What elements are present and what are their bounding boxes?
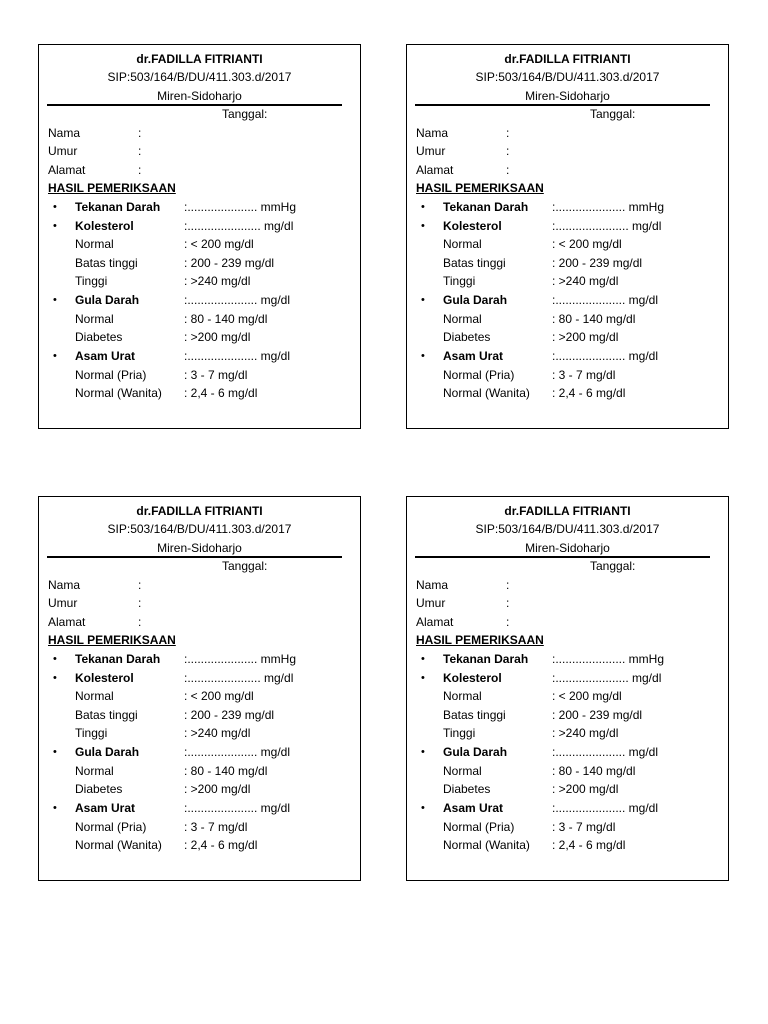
uric-acid-female-value: : 2,4 - 6 mg/dl bbox=[552, 838, 626, 852]
uric-acid-male-label: Normal (Pria) bbox=[443, 368, 515, 382]
blood-pressure-label: Tekanan Darah bbox=[75, 652, 161, 666]
cholesterol-high-label: Tinggi bbox=[443, 274, 476, 288]
sip-number: SIP:503/164/B/DU/411.303.d/2017 bbox=[475, 522, 660, 536]
cholesterol-borderline-value: : 200 - 239 mg/dl bbox=[552, 256, 643, 270]
cholesterol-field: :...................... mg/dl bbox=[552, 671, 662, 685]
blood-pressure-field: :..................... mmHg bbox=[552, 200, 665, 214]
cholesterol-high-label: Tinggi bbox=[75, 274, 108, 288]
blood-sugar-normal-label: Normal bbox=[443, 312, 482, 326]
blood-sugar-normal-label: Normal bbox=[75, 312, 114, 326]
cholesterol-label: Kolesterol bbox=[75, 671, 134, 685]
cholesterol-field: :...................... mg/dl bbox=[552, 219, 662, 233]
name-colon: : bbox=[138, 578, 142, 592]
date-label: Tanggal: bbox=[590, 559, 636, 573]
uric-acid-label: Asam Urat bbox=[443, 801, 504, 815]
header-rule bbox=[47, 556, 342, 558]
cholesterol-borderline-value: : 200 - 239 mg/dl bbox=[184, 256, 275, 270]
doctor-name: dr.FADILLA FITRIANTI bbox=[504, 504, 631, 518]
age-label: Umur bbox=[416, 596, 446, 610]
clinic-location: Miren-Sidoharjo bbox=[525, 541, 610, 555]
blood-pressure-field: :..................... mmHg bbox=[184, 652, 297, 666]
address-colon: : bbox=[506, 615, 510, 629]
cholesterol-normal-value: : < 200 mg/dl bbox=[552, 689, 622, 703]
cholesterol-normal-label: Normal bbox=[443, 237, 482, 251]
uric-acid-label: Asam Urat bbox=[443, 349, 504, 363]
uric-acid-female-value: : 2,4 - 6 mg/dl bbox=[184, 386, 258, 400]
clinic-location: Miren-Sidoharjo bbox=[525, 89, 610, 103]
address-colon: : bbox=[506, 163, 510, 177]
bullet-icon: • bbox=[421, 201, 425, 213]
doctor-name: dr.FADILLA FITRIANTI bbox=[136, 504, 263, 518]
uric-acid-female-label: Normal (Wanita) bbox=[443, 386, 530, 400]
bullet-icon: • bbox=[53, 220, 57, 232]
uric-acid-field: :..................... mg/dl bbox=[552, 349, 659, 363]
age-colon: : bbox=[506, 596, 510, 610]
blood-sugar-normal-value: : 80 - 140 mg/dl bbox=[552, 312, 636, 326]
blood-pressure-field: :..................... mmHg bbox=[184, 200, 297, 214]
blood-pressure-label: Tekanan Darah bbox=[75, 200, 161, 214]
cholesterol-normal-value: : < 200 mg/dl bbox=[184, 689, 254, 703]
sip-number: SIP:503/164/B/DU/411.303.d/2017 bbox=[107, 522, 292, 536]
uric-acid-male-label: Normal (Pria) bbox=[75, 368, 147, 382]
blood-sugar-diabetes-label: Diabetes bbox=[75, 330, 123, 344]
blood-sugar-normal-value: : 80 - 140 mg/dl bbox=[552, 764, 636, 778]
bullet-icon: • bbox=[53, 653, 57, 665]
header-rule bbox=[415, 104, 710, 106]
blood-sugar-diabetes-value: : >200 mg/dl bbox=[184, 782, 251, 796]
bullet-icon: • bbox=[421, 350, 425, 362]
cholesterol-high-label: Tinggi bbox=[75, 726, 108, 740]
cholesterol-borderline-label: Batas tinggi bbox=[75, 256, 138, 270]
bullet-icon: • bbox=[53, 672, 57, 684]
uric-acid-male-value: : 3 - 7 mg/dl bbox=[552, 820, 616, 834]
bullet-icon: • bbox=[53, 802, 57, 814]
bullet-icon: • bbox=[421, 294, 425, 306]
name-colon: : bbox=[506, 126, 510, 140]
header-rule bbox=[415, 556, 710, 558]
blood-sugar-field: :..................... mg/dl bbox=[184, 293, 291, 307]
cholesterol-normal-label: Normal bbox=[75, 237, 114, 251]
cholesterol-high-value: : >240 mg/dl bbox=[184, 726, 251, 740]
bullet-icon: • bbox=[421, 672, 425, 684]
address-label: Alamat bbox=[48, 615, 86, 629]
bullet-icon: • bbox=[421, 746, 425, 758]
cholesterol-label: Kolesterol bbox=[443, 219, 502, 233]
section-title: HASIL PEMERIKSAAN bbox=[416, 633, 544, 647]
cholesterol-normal-value: : < 200 mg/dl bbox=[184, 237, 254, 251]
bullet-icon: • bbox=[421, 220, 425, 232]
cholesterol-normal-value: : < 200 mg/dl bbox=[552, 237, 622, 251]
cholesterol-field: :...................... mg/dl bbox=[184, 671, 294, 685]
name-colon: : bbox=[506, 578, 510, 592]
blood-sugar-diabetes-value: : >200 mg/dl bbox=[552, 330, 619, 344]
blood-sugar-field: :..................... mg/dl bbox=[184, 745, 291, 759]
bullet-icon: • bbox=[53, 201, 57, 213]
cholesterol-high-value: : >240 mg/dl bbox=[184, 274, 251, 288]
doctor-name: dr.FADILLA FITRIANTI bbox=[136, 52, 263, 66]
blood-sugar-normal-value: : 80 - 140 mg/dl bbox=[184, 312, 268, 326]
blood-sugar-label: Gula Darah bbox=[75, 293, 140, 307]
address-label: Alamat bbox=[416, 615, 454, 629]
section-title: HASIL PEMERIKSAAN bbox=[416, 181, 544, 195]
blood-sugar-label: Gula Darah bbox=[75, 745, 140, 759]
blood-pressure-label: Tekanan Darah bbox=[443, 200, 529, 214]
age-label: Umur bbox=[48, 144, 78, 158]
cholesterol-label: Kolesterol bbox=[75, 219, 134, 233]
cholesterol-borderline-value: : 200 - 239 mg/dl bbox=[552, 708, 643, 722]
uric-acid-label: Asam Urat bbox=[75, 801, 136, 815]
lab-result-card bbox=[406, 496, 729, 881]
cholesterol-normal-label: Normal bbox=[443, 689, 482, 703]
blood-sugar-diabetes-value: : >200 mg/dl bbox=[552, 782, 619, 796]
age-label: Umur bbox=[416, 144, 446, 158]
blood-sugar-diabetes-label: Diabetes bbox=[443, 782, 491, 796]
blood-sugar-label: Gula Darah bbox=[443, 745, 508, 759]
cholesterol-high-value: : >240 mg/dl bbox=[552, 726, 619, 740]
uric-acid-field: :..................... mg/dl bbox=[184, 801, 291, 815]
uric-acid-field: :..................... mg/dl bbox=[552, 801, 659, 815]
age-label: Umur bbox=[48, 596, 78, 610]
cholesterol-borderline-label: Batas tinggi bbox=[443, 256, 506, 270]
age-colon: : bbox=[506, 144, 510, 158]
lab-result-card bbox=[38, 44, 361, 429]
cholesterol-label: Kolesterol bbox=[443, 671, 502, 685]
name-label: Nama bbox=[416, 126, 449, 140]
uric-acid-male-value: : 3 - 7 mg/dl bbox=[184, 368, 248, 382]
age-colon: : bbox=[138, 144, 142, 158]
blood-sugar-normal-value: : 80 - 140 mg/dl bbox=[184, 764, 268, 778]
uric-acid-female-label: Normal (Wanita) bbox=[75, 838, 162, 852]
name-colon: : bbox=[138, 126, 142, 140]
uric-acid-female-label: Normal (Wanita) bbox=[75, 386, 162, 400]
cholesterol-field: :...................... mg/dl bbox=[184, 219, 294, 233]
blood-sugar-normal-label: Normal bbox=[443, 764, 482, 778]
uric-acid-male-value: : 3 - 7 mg/dl bbox=[552, 368, 616, 382]
uric-acid-label: Asam Urat bbox=[75, 349, 136, 363]
blood-sugar-label: Gula Darah bbox=[443, 293, 508, 307]
uric-acid-male-label: Normal (Pria) bbox=[443, 820, 515, 834]
bullet-icon: • bbox=[53, 350, 57, 362]
address-colon: : bbox=[138, 163, 142, 177]
bullet-icon: • bbox=[421, 802, 425, 814]
section-title: HASIL PEMERIKSAAN bbox=[48, 633, 176, 647]
age-colon: : bbox=[138, 596, 142, 610]
date-label: Tanggal: bbox=[222, 559, 268, 573]
date-label: Tanggal: bbox=[590, 107, 636, 121]
blood-sugar-diabetes-value: : >200 mg/dl bbox=[184, 330, 251, 344]
uric-acid-female-value: : 2,4 - 6 mg/dl bbox=[184, 838, 258, 852]
address-label: Alamat bbox=[416, 163, 454, 177]
blood-sugar-diabetes-label: Diabetes bbox=[443, 330, 491, 344]
sip-number: SIP:503/164/B/DU/411.303.d/2017 bbox=[475, 70, 660, 84]
name-label: Nama bbox=[48, 126, 81, 140]
cholesterol-borderline-label: Batas tinggi bbox=[443, 708, 506, 722]
section-title: HASIL PEMERIKSAAN bbox=[48, 181, 176, 195]
uric-acid-field: :..................... mg/dl bbox=[184, 349, 291, 363]
name-label: Nama bbox=[48, 578, 81, 592]
address-label: Alamat bbox=[48, 163, 86, 177]
name-label: Nama bbox=[416, 578, 449, 592]
uric-acid-female-value: : 2,4 - 6 mg/dl bbox=[552, 386, 626, 400]
cholesterol-normal-label: Normal bbox=[75, 689, 114, 703]
bullet-icon: • bbox=[53, 746, 57, 758]
cholesterol-borderline-value: : 200 - 239 mg/dl bbox=[184, 708, 275, 722]
cholesterol-high-value: : >240 mg/dl bbox=[552, 274, 619, 288]
uric-acid-female-label: Normal (Wanita) bbox=[443, 838, 530, 852]
sip-number: SIP:503/164/B/DU/411.303.d/2017 bbox=[107, 70, 292, 84]
blood-sugar-diabetes-label: Diabetes bbox=[75, 782, 123, 796]
blood-sugar-normal-label: Normal bbox=[75, 764, 114, 778]
doctor-name: dr.FADILLA FITRIANTI bbox=[504, 52, 631, 66]
blood-sugar-field: :..................... mg/dl bbox=[552, 293, 659, 307]
blood-pressure-label: Tekanan Darah bbox=[443, 652, 529, 666]
header-rule bbox=[47, 104, 342, 106]
cholesterol-high-label: Tinggi bbox=[443, 726, 476, 740]
lab-result-card bbox=[406, 44, 729, 429]
uric-acid-male-value: : 3 - 7 mg/dl bbox=[184, 820, 248, 834]
clinic-location: Miren-Sidoharjo bbox=[157, 541, 242, 555]
blood-pressure-field: :..................... mmHg bbox=[552, 652, 665, 666]
bullet-icon: • bbox=[53, 294, 57, 306]
lab-result-card bbox=[38, 496, 361, 881]
cholesterol-borderline-label: Batas tinggi bbox=[75, 708, 138, 722]
blood-sugar-field: :..................... mg/dl bbox=[552, 745, 659, 759]
date-label: Tanggal: bbox=[222, 107, 268, 121]
bullet-icon: • bbox=[421, 653, 425, 665]
clinic-location: Miren-Sidoharjo bbox=[157, 89, 242, 103]
uric-acid-male-label: Normal (Pria) bbox=[75, 820, 147, 834]
address-colon: : bbox=[138, 615, 142, 629]
